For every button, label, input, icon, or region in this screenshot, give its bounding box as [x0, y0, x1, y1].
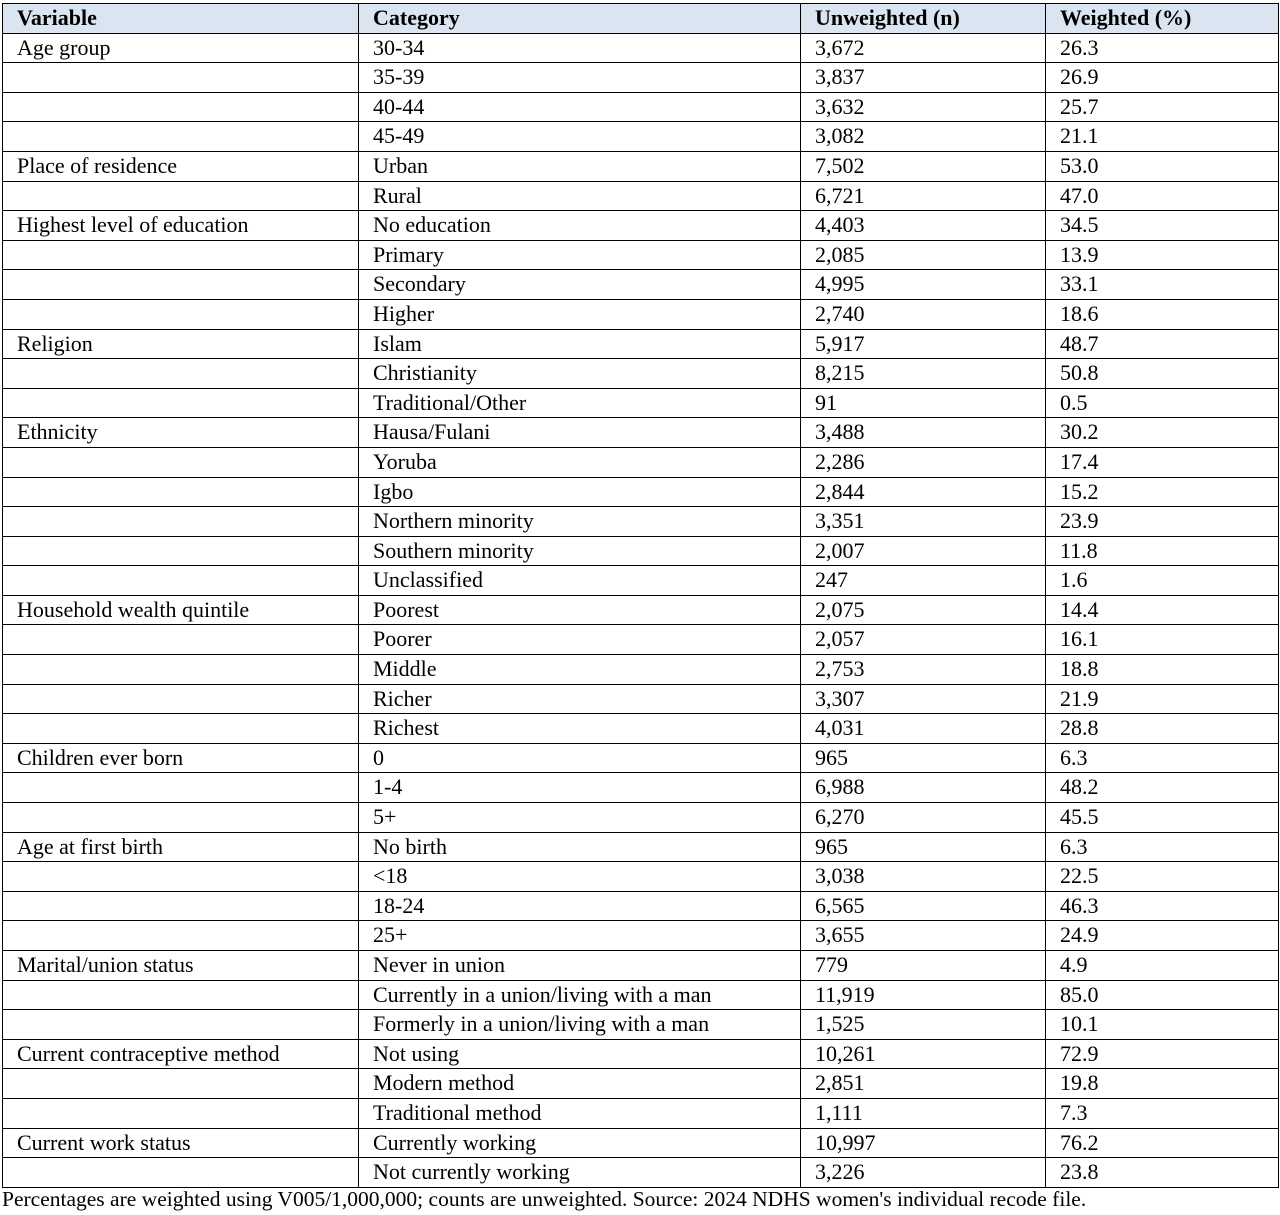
table-row — [3, 388, 1279, 418]
category-cell: Never in union — [359, 951, 801, 981]
variable-cell — [3, 1158, 359, 1188]
table-row — [3, 329, 1279, 359]
weighted-percent-cell: 26.3 — [1046, 33, 1279, 63]
table-row — [3, 1039, 1279, 1069]
table-row — [3, 536, 1279, 566]
table-row — [3, 270, 1279, 300]
category-cell: No birth — [359, 832, 801, 862]
unweighted-count-cell: 3,307 — [801, 684, 1046, 714]
category-cell: No education — [359, 211, 801, 241]
variable-cell — [3, 270, 359, 300]
variable-cell — [3, 299, 359, 329]
category-cell: 30-34 — [359, 33, 801, 63]
variable-cell: Religion — [3, 329, 359, 359]
weighted-percent-cell: 28.8 — [1046, 714, 1279, 744]
variable-cell — [3, 388, 359, 418]
category-cell: Currently working — [359, 1128, 801, 1158]
category-cell: Traditional method — [359, 1098, 801, 1128]
weighted-percent-cell: 6.3 — [1046, 832, 1279, 862]
table-row — [3, 1158, 1279, 1188]
table-row — [3, 507, 1279, 537]
weighted-percent-cell: 23.9 — [1046, 507, 1279, 537]
variable-cell — [3, 1098, 359, 1128]
unweighted-count-cell: 4,031 — [801, 714, 1046, 744]
weighted-percent-cell: 0.5 — [1046, 388, 1279, 418]
variable-cell — [3, 359, 359, 389]
unweighted-count-cell: 4,403 — [801, 211, 1046, 241]
weighted-percent-cell: 17.4 — [1046, 447, 1279, 477]
category-cell: 45-49 — [359, 122, 801, 152]
weighted-percent-cell: 16.1 — [1046, 625, 1279, 655]
category-cell: Richest — [359, 714, 801, 744]
variable-cell: Current work status — [3, 1128, 359, 1158]
weighted-percent-cell: 11.8 — [1046, 536, 1279, 566]
variable-cell — [3, 566, 359, 596]
variable-cell — [3, 1010, 359, 1040]
weighted-percent-cell: 47.0 — [1046, 181, 1279, 211]
variable-cell — [3, 240, 359, 270]
variable-cell: Children ever born — [3, 743, 359, 773]
header-row — [3, 4, 1279, 34]
table-row — [3, 299, 1279, 329]
category-cell: 0 — [359, 743, 801, 773]
weighted-percent-cell: 72.9 — [1046, 1039, 1279, 1069]
weighted-percent-cell: 15.2 — [1046, 477, 1279, 507]
table-row — [3, 714, 1279, 744]
data-table — [2, 3, 1279, 1188]
unweighted-count-cell: 5,917 — [801, 329, 1046, 359]
unweighted-count-cell: 2,075 — [801, 595, 1046, 625]
category-cell: Middle — [359, 655, 801, 685]
weighted-percent-cell: 10.1 — [1046, 1010, 1279, 1040]
category-cell: Southern minority — [359, 536, 801, 566]
variable-cell — [3, 625, 359, 655]
category-cell: 1-4 — [359, 773, 801, 803]
unweighted-count-cell: 7,502 — [801, 151, 1046, 181]
variable-cell — [3, 122, 359, 152]
variable-cell — [3, 477, 359, 507]
variable-cell — [3, 980, 359, 1010]
table-row — [3, 181, 1279, 211]
variable-cell: Age at first birth — [3, 832, 359, 862]
unweighted-count-cell: 247 — [801, 566, 1046, 596]
category-cell: Poorer — [359, 625, 801, 655]
unweighted-count-cell: 3,655 — [801, 921, 1046, 951]
weighted-percent-cell: 85.0 — [1046, 980, 1279, 1010]
table-row — [3, 951, 1279, 981]
weighted-percent-cell: 25.7 — [1046, 92, 1279, 122]
weighted-percent-cell: 45.5 — [1046, 803, 1279, 833]
weighted-percent-cell: 76.2 — [1046, 1128, 1279, 1158]
table-row — [3, 1010, 1279, 1040]
table-row — [3, 33, 1279, 63]
unweighted-count-cell: 3,082 — [801, 122, 1046, 152]
unweighted-count-cell: 2,844 — [801, 477, 1046, 507]
category-cell: 40-44 — [359, 92, 801, 122]
category-cell: Unclassified — [359, 566, 801, 596]
table-row — [3, 773, 1279, 803]
category-cell: Rural — [359, 181, 801, 211]
table-row — [3, 122, 1279, 152]
table-row — [3, 92, 1279, 122]
category-cell: Christianity — [359, 359, 801, 389]
unweighted-count-cell: 965 — [801, 743, 1046, 773]
unweighted-count-cell: 6,721 — [801, 181, 1046, 211]
table-row — [3, 359, 1279, 389]
weighted-percent-cell: 33.1 — [1046, 270, 1279, 300]
unweighted-count-cell: 3,226 — [801, 1158, 1046, 1188]
unweighted-count-cell: 91 — [801, 388, 1046, 418]
table-row — [3, 891, 1279, 921]
category-cell: Secondary — [359, 270, 801, 300]
table-row — [3, 595, 1279, 625]
weighted-percent-cell: 18.6 — [1046, 299, 1279, 329]
category-cell: 25+ — [359, 921, 801, 951]
variable-cell — [3, 714, 359, 744]
weighted-percent-cell: 22.5 — [1046, 862, 1279, 892]
unweighted-count-cell: 4,995 — [801, 270, 1046, 300]
variable-cell — [3, 63, 359, 93]
category-cell: Yoruba — [359, 447, 801, 477]
category-cell: Igbo — [359, 477, 801, 507]
weighted-percent-cell: 53.0 — [1046, 151, 1279, 181]
category-cell: Islam — [359, 329, 801, 359]
unweighted-count-cell: 2,007 — [801, 536, 1046, 566]
variable-cell: Highest level of education — [3, 211, 359, 241]
weighted-percent-cell: 21.1 — [1046, 122, 1279, 152]
variable-cell — [3, 862, 359, 892]
table-row — [3, 418, 1279, 448]
table-row — [3, 655, 1279, 685]
table-row — [3, 566, 1279, 596]
table-row — [3, 477, 1279, 507]
weighted-percent-cell: 24.9 — [1046, 921, 1279, 951]
weighted-percent-cell: 1.6 — [1046, 566, 1279, 596]
variable-cell: Ethnicity — [3, 418, 359, 448]
category-cell: Not using — [359, 1039, 801, 1069]
weighted-percent-cell: 26.9 — [1046, 63, 1279, 93]
unweighted-count-cell: 6,988 — [801, 773, 1046, 803]
category-cell: 5+ — [359, 803, 801, 833]
unweighted-count-cell: 6,565 — [801, 891, 1046, 921]
category-cell: Primary — [359, 240, 801, 270]
category-cell: Richer — [359, 684, 801, 714]
table-row — [3, 743, 1279, 773]
table-row — [3, 684, 1279, 714]
variable-cell — [3, 921, 359, 951]
table-row — [3, 1098, 1279, 1128]
unweighted-count-cell: 779 — [801, 951, 1046, 981]
category-cell: Poorest — [359, 595, 801, 625]
variable-cell: Current contraceptive method — [3, 1039, 359, 1069]
variable-cell — [3, 684, 359, 714]
unweighted-count-cell: 2,753 — [801, 655, 1046, 685]
unweighted-count-cell: 2,057 — [801, 625, 1046, 655]
variable-cell — [3, 891, 359, 921]
category-cell: Formerly in a union/living with a man — [359, 1010, 801, 1040]
table-row — [3, 447, 1279, 477]
weighted-percent-cell: 13.9 — [1046, 240, 1279, 270]
category-cell: 35-39 — [359, 63, 801, 93]
category-cell: Northern minority — [359, 507, 801, 537]
unweighted-count-cell: 3,672 — [801, 33, 1046, 63]
table-row — [3, 921, 1279, 951]
weighted-percent-cell: 6.3 — [1046, 743, 1279, 773]
category-cell: Traditional/Other — [359, 388, 801, 418]
table-row — [3, 211, 1279, 241]
unweighted-count-cell: 6,270 — [801, 803, 1046, 833]
weighted-percent-cell: 4.9 — [1046, 951, 1279, 981]
table-row — [3, 151, 1279, 181]
variable-cell: Place of residence — [3, 151, 359, 181]
category-cell: Currently in a union/living with a man — [359, 980, 801, 1010]
unweighted-count-cell: 1,111 — [801, 1098, 1046, 1128]
variable-cell — [3, 181, 359, 211]
table-row — [3, 1069, 1279, 1099]
table-footnote: Percentages are weighted using V005/1,000,000; counts are unweighted. Source: 2024 NDHS women's individual recode file. — [2, 1187, 1087, 1211]
unweighted-count-cell: 1,525 — [801, 1010, 1046, 1040]
table-row — [3, 63, 1279, 93]
category-cell: Higher — [359, 299, 801, 329]
table-header — [3, 4, 1279, 34]
unweighted-count-cell: 3,351 — [801, 507, 1046, 537]
category-cell: Not currently working — [359, 1158, 801, 1188]
unweighted-count-cell: 2,740 — [801, 299, 1046, 329]
header-unweighted-n: Unweighted (n) — [801, 4, 1046, 34]
header-weighted-percent: Weighted (%) — [1046, 4, 1279, 34]
unweighted-count-cell: 3,488 — [801, 418, 1046, 448]
weighted-percent-cell: 14.4 — [1046, 595, 1279, 625]
variable-cell: Marital/union status — [3, 951, 359, 981]
variable-cell — [3, 773, 359, 803]
weighted-percent-cell: 21.9 — [1046, 684, 1279, 714]
variable-cell — [3, 536, 359, 566]
category-cell: 18-24 — [359, 891, 801, 921]
unweighted-count-cell: 965 — [801, 832, 1046, 862]
weighted-percent-cell: 30.2 — [1046, 418, 1279, 448]
unweighted-count-cell: 2,085 — [801, 240, 1046, 270]
variable-cell — [3, 507, 359, 537]
unweighted-count-cell: 3,837 — [801, 63, 1046, 93]
weighted-percent-cell: 50.8 — [1046, 359, 1279, 389]
variable-cell — [3, 803, 359, 833]
variable-cell: Age group — [3, 33, 359, 63]
unweighted-count-cell: 3,632 — [801, 92, 1046, 122]
weighted-percent-cell: 7.3 — [1046, 1098, 1279, 1128]
table-row — [3, 1128, 1279, 1158]
unweighted-count-cell: 10,997 — [801, 1128, 1046, 1158]
weighted-percent-cell: 48.2 — [1046, 773, 1279, 803]
weighted-percent-cell: 46.3 — [1046, 891, 1279, 921]
unweighted-count-cell: 10,261 — [801, 1039, 1046, 1069]
category-cell: <18 — [359, 862, 801, 892]
unweighted-count-cell: 3,038 — [801, 862, 1046, 892]
unweighted-count-cell: 2,286 — [801, 447, 1046, 477]
variable-cell — [3, 655, 359, 685]
category-cell: Hausa/Fulani — [359, 418, 801, 448]
header-category: Category — [359, 4, 801, 34]
table-row — [3, 240, 1279, 270]
table-row — [3, 832, 1279, 862]
table-body — [3, 33, 1279, 1187]
unweighted-count-cell: 2,851 — [801, 1069, 1046, 1099]
category-cell: Urban — [359, 151, 801, 181]
variable-cell — [3, 447, 359, 477]
weighted-percent-cell: 34.5 — [1046, 211, 1279, 241]
weighted-percent-cell: 18.8 — [1046, 655, 1279, 685]
category-cell: Modern method — [359, 1069, 801, 1099]
weighted-percent-cell: 19.8 — [1046, 1069, 1279, 1099]
variable-cell: Household wealth quintile — [3, 595, 359, 625]
variable-cell — [3, 92, 359, 122]
table-row — [3, 980, 1279, 1010]
weighted-percent-cell: 23.8 — [1046, 1158, 1279, 1188]
variable-cell — [3, 1069, 359, 1099]
table-row — [3, 803, 1279, 833]
table-row — [3, 862, 1279, 892]
table-row — [3, 625, 1279, 655]
unweighted-count-cell: 11,919 — [801, 980, 1046, 1010]
header-variable: Variable — [3, 4, 359, 34]
unweighted-count-cell: 8,215 — [801, 359, 1046, 389]
weighted-percent-cell: 48.7 — [1046, 329, 1279, 359]
